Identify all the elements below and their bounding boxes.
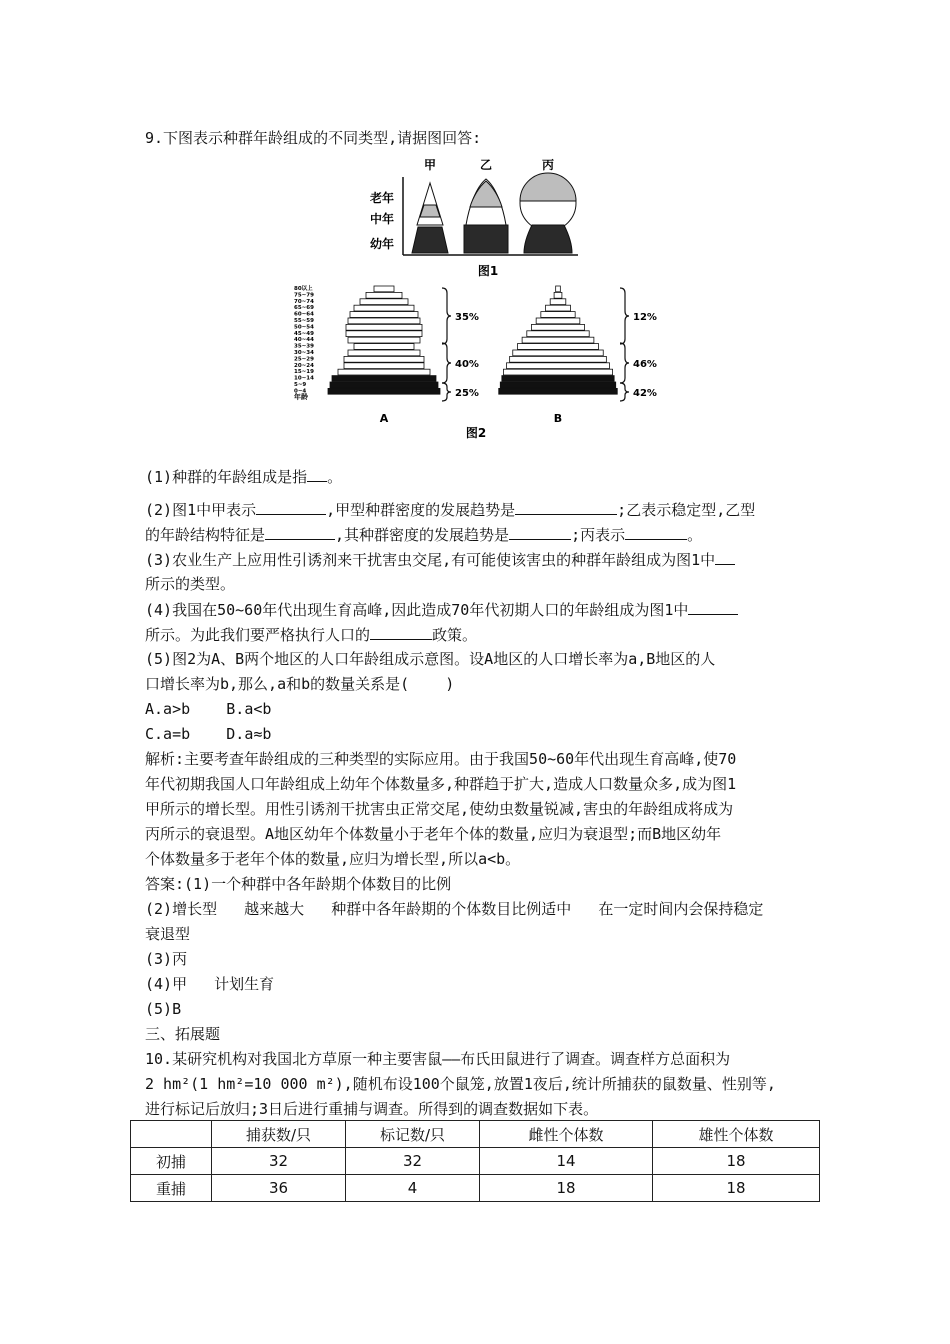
analysis-line-4: 丙所示的衰退型。A地区幼年个体数量小于老年个体的数量,应归为衰退型;而B地区幼年 [145, 825, 722, 843]
q9-part2-text-a: (2)图1中甲表示 [145, 501, 257, 519]
fig2-age-bar [354, 344, 414, 350]
fig2-age-bar [517, 344, 598, 350]
fig2-a-percent-young: 25% [455, 388, 479, 399]
fig2-b-percent-middle: 46% [633, 359, 657, 370]
table-cell: 32 [212, 1148, 346, 1175]
q9-part4-text-b: 所示。为此我们要严格执行人口的 [145, 626, 371, 644]
fig2-caption: 图2 [465, 426, 487, 440]
fig2-age-label: 70~74 [294, 298, 314, 305]
q10-line-1: 10.某研究机构对我国北方草原一种主要害鼠——布氏田鼠进行了调查。调查样方总面积为 [145, 1050, 731, 1068]
fig2-age-bar [348, 337, 420, 343]
analysis-line-1: 解析:主要考查年龄组成的三种类型的实际应用。由于我国50~60年代出现生育高峰,使70 [145, 750, 737, 768]
fig2-age-bar [556, 286, 561, 292]
fig2-age-bar [499, 388, 618, 394]
table-cell: 14 [480, 1148, 653, 1175]
fig1-row-middle: 中年 [370, 212, 395, 226]
q9-part2-line2 [145, 523, 702, 546]
table-cell: 18 [653, 1148, 820, 1175]
fig2-age-bar [332, 376, 436, 382]
table-cell: 4 [346, 1175, 480, 1202]
fig2-age-bar [346, 331, 422, 337]
answer-line-4: (3)丙 [145, 950, 188, 968]
fig2-age-label: 10~14 [294, 375, 314, 382]
fig2-a-percent-old: 35% [455, 312, 479, 323]
fig2-age-bar [350, 312, 418, 318]
fig1-label-jia: 甲 [423, 158, 437, 172]
fig2-age-label: 0~4 [294, 388, 307, 395]
q9-part2-line1 [145, 498, 755, 521]
fig2-age-bar [531, 324, 584, 330]
fig2-a-percent-middle: 40% [455, 359, 479, 370]
blank[interactable] [625, 523, 687, 540]
blank[interactable] [265, 523, 335, 540]
fig2-age-label: 80以上 [294, 286, 313, 292]
fig2-age-label: 65~69 [294, 305, 314, 312]
fig2-age-labels [294, 284, 314, 401]
fig2-braces-a [442, 288, 451, 401]
question-9-title: 9.下图表示种群年龄组成的不同类型,请据图回答: [145, 129, 482, 147]
q9-part1-text: (1)种群的年龄组成是指 [145, 468, 308, 486]
fig2-age-label: 55~59 [294, 318, 314, 324]
table-cell: 18 [480, 1175, 653, 1202]
fig2-age-bar [546, 305, 571, 311]
q9-part4-line1 [145, 598, 738, 621]
table-header-row [131, 1121, 820, 1148]
fig2-age-label: 35~39 [294, 343, 314, 350]
table-cell: 36 [212, 1175, 346, 1202]
fig1-row-young: 幼年 [370, 237, 395, 251]
fig2-age-bar [338, 369, 430, 375]
q9-part2-text-b: ,甲型种群密度的发展趋势是 [326, 501, 516, 519]
q9-part2-text-c: ;乙表示稳定型,乙型 [617, 501, 756, 519]
survey-table [130, 1120, 820, 1202]
fig2-label-b: B [553, 412, 563, 425]
blank[interactable] [515, 498, 617, 515]
fig2-age-bar [503, 369, 612, 375]
fig2-age-bar [360, 299, 408, 305]
fig2-pyramid-b [499, 286, 618, 394]
fig2-age-bar [348, 350, 420, 356]
fig2-age-bar [522, 337, 594, 343]
fig2-b-percent-young: 42% [633, 388, 657, 399]
analysis-line-5: 个体数量多于老年个体的数量,应归为增长型,所以a<b。 [145, 850, 521, 868]
fig2-age-bar [513, 350, 603, 356]
q9-options-2: C.a=b D.a≈b [145, 725, 272, 743]
q9-options-1: A.a>b B.a<b [145, 700, 272, 718]
blank[interactable] [256, 498, 326, 515]
table-cell: 32 [346, 1148, 480, 1175]
fig2-age-label: 75~79 [294, 292, 314, 299]
analysis-line-3: 甲所示的增长型。用性引诱剂干扰害虫正常交尾,使幼虫数量锐减,害虫的年龄组成将成为 [145, 800, 734, 818]
fig2-age-bar [344, 356, 424, 362]
fig2-age-label: 20~24 [294, 362, 314, 369]
fig2-age-label: 30~34 [294, 350, 314, 356]
answer-line-6: (5)B [145, 1000, 182, 1018]
table-cell: 重捕 [131, 1175, 212, 1202]
table-cell: 初捕 [131, 1148, 212, 1175]
blank[interactable] [509, 523, 571, 540]
fig2-age-bar [328, 388, 440, 394]
answer-line-1: 答案:(1)一个种群中各年龄期个体数目的比例 [145, 875, 452, 893]
fig2-age-label: 5~9 [294, 382, 307, 388]
answer-line-2: (2)增长型 越来越大 种群中各年龄期的个体数目比例适中 在一定时间内会保持稳定 [145, 900, 764, 918]
fig2-b-percent-old: 12% [633, 312, 657, 323]
table-header-cell: 雄性个体数 [653, 1121, 820, 1148]
q9-part3-text-a: (3)农业生产上应用性引诱剂来干扰害虫交尾,有可能使该害虫的种群年龄组成为图1中 [145, 551, 716, 569]
fig2-age-bar [541, 312, 575, 318]
fig1-label-bing: 丙 [541, 158, 555, 172]
blank[interactable] [370, 623, 432, 640]
blank[interactable] [688, 598, 738, 615]
blank[interactable] [715, 548, 735, 565]
figure-1 [360, 155, 590, 280]
fig2-age-bar [550, 299, 566, 305]
fig2-age-bar [536, 318, 580, 324]
fig1-label-yi: 乙 [479, 158, 493, 172]
fig2-age-label: 60~64 [294, 311, 314, 318]
fig2-age-bar [510, 356, 607, 362]
fig2-age-bar [502, 376, 614, 382]
period: 。 [327, 468, 343, 486]
table-header-cell [131, 1121, 212, 1148]
q9-part3-line2: 所示的类型。 [145, 575, 236, 593]
fig2-label-a: A [379, 412, 389, 425]
q9-part5-line2: 口增长率为b,那么,a和b的数量关系是( ) [145, 675, 455, 693]
table-cell: 18 [653, 1175, 820, 1202]
q10-line-2: 2 hm²(1 hm²=10 000 m²),随机布设100个鼠笼,放置1夜后,统计所捕获的鼠数量、性别等, [145, 1075, 776, 1093]
table-header-cell: 雌性个体数 [480, 1121, 653, 1148]
fig2-age-bar [354, 305, 414, 311]
fig1-caption: 图1 [477, 264, 499, 278]
blank[interactable] [307, 465, 327, 482]
q9-part2-text-g: 。 [687, 526, 703, 544]
q9-part2-text-e: ,其种群密度的发展趋势是 [335, 526, 510, 544]
fig1-shape-jia [412, 183, 448, 253]
answer-line-3: 衰退型 [145, 925, 191, 943]
fig1-row-old: 老年 [370, 191, 395, 205]
section-heading: 三、拓展题 [145, 1025, 221, 1043]
table-row [131, 1175, 820, 1202]
q9-part3-line1 [145, 548, 735, 571]
fig2-age-label: 50~54 [294, 324, 314, 331]
q9-part4-text-c: 政策。 [432, 626, 478, 644]
fig2-age-label: 45~49 [294, 330, 314, 337]
q9-part1 [145, 465, 342, 488]
fig2-age-label: 40~44 [294, 337, 314, 344]
fig1-shape-yi [464, 179, 508, 253]
fig1-shape-bing [520, 173, 576, 253]
table-row [131, 1148, 820, 1175]
fig2-age-bar [554, 292, 562, 298]
fig2-age-bar [507, 363, 610, 369]
q9-part4-text-a: (4)我国在50~60年代出现生育高峰,因此造成70年代初期人口的年龄组成为图1中 [145, 601, 689, 619]
q10-line-3: 进行标记后放归;3日后进行重捕与调查。所得到的调查数据如下表。 [145, 1100, 599, 1118]
figure-2 [290, 280, 670, 440]
q9-part2-text-f: ;丙表示 [571, 526, 626, 544]
q9-part4-line2 [145, 623, 477, 646]
fig2-age-bar [346, 324, 422, 330]
fig2-age-label: 25~29 [294, 356, 314, 363]
fig2-age-bar [527, 331, 589, 337]
answer-line-5: (4)甲 计划生育 [145, 975, 275, 993]
fig2-age-label: 15~19 [294, 369, 314, 376]
fig2-age-bar [344, 363, 424, 369]
q9-part2-text-d: 的年龄结构特征是 [145, 526, 266, 544]
fig2-age-bar [330, 382, 438, 388]
fig2-age-bar [348, 318, 420, 324]
fig2-age-bar [366, 292, 402, 298]
fig2-braces-b [620, 288, 629, 401]
fig2-age-bar [374, 286, 394, 292]
fig2-pyramid-a [328, 286, 440, 394]
q9-part5-line1: (5)图2为A、B两个地区的人口年龄组成示意图。设A地区的人口增长率为a,B地区的人 [145, 650, 716, 668]
fig2-age-label: 年龄 [294, 392, 308, 401]
table-header-cell: 捕获数/只 [212, 1121, 346, 1148]
fig2-age-bar [500, 382, 615, 388]
table-header-cell: 标记数/只 [346, 1121, 480, 1148]
analysis-line-2: 年代初期我国人口年龄组成上幼年个体数量多,种群趋于扩大,造成人口数量众多,成为图1 [145, 775, 737, 793]
